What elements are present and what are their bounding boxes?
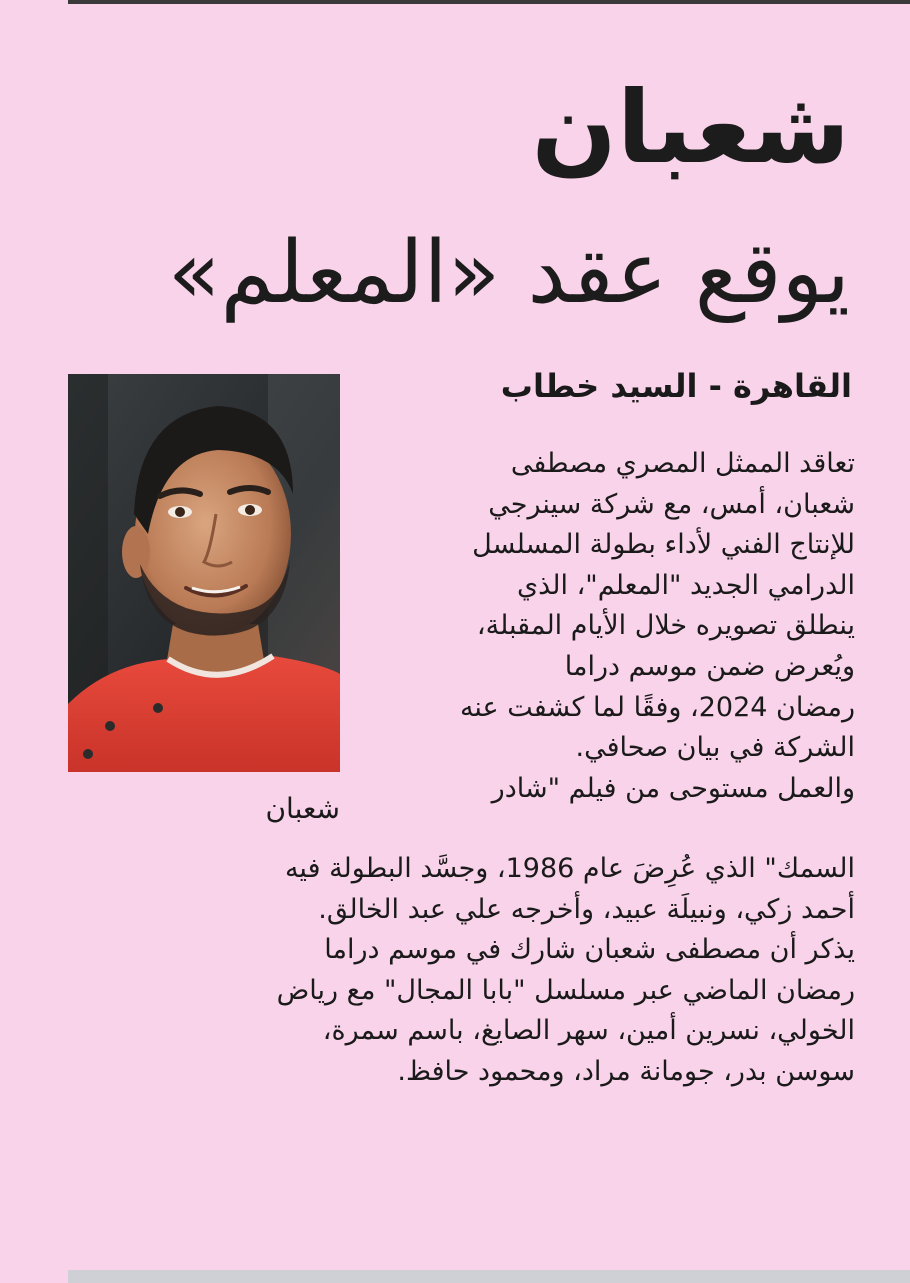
body-line: الدرامي الجديد "المعلم"، الذي — [516, 569, 855, 601]
article-body-narrow-column — [355, 444, 855, 809]
body-line: للإنتاج الفني لأداء بطولة المسلسل — [472, 529, 855, 561]
body-line: ينطلق تصويره خلال الأيام المقبلة، — [476, 610, 855, 642]
body-line: والعمل مستوحى من فيلم "شادر — [491, 772, 855, 804]
photo-caption: شعبان — [265, 792, 340, 825]
top-rule — [68, 0, 910, 4]
portrait-illustration — [68, 374, 340, 772]
body-line: الخولي، نسرين أمين، سهر الصايغ، باسم سمرة، — [322, 1015, 855, 1047]
headline-line-1: شعبان — [531, 69, 850, 186]
body-line: شعبان، أمس، مع شركة سينرجي — [488, 488, 855, 520]
body-line: السمك" الذي عُرِضَ عام 1986، وجسَّد البطولة فيه — [284, 853, 855, 884]
body-line: رمضان الماضي عبر مسلسل "بابا المجال" مع رياض — [276, 974, 855, 1006]
body-line: يذكر أن مصطفى شعبان شارك في موسم دراما — [324, 934, 855, 966]
article-body-wide-column — [95, 849, 855, 1093]
headline-line-2: يوقع عقد «المعلم» — [167, 223, 850, 323]
body-line: سوسن بدر، جومانة مراد، ومحمود حافظ. — [397, 1055, 855, 1087]
byline: القاهرة - السيد خطاب — [500, 367, 852, 405]
body-line: أحمد زكي، ونبيلَة عبيد، وأخرجه علي عبد الخالق. — [318, 893, 855, 925]
portrait-photo — [68, 374, 340, 772]
body-line: رمضان 2024، وفقًا لما كشفت عنه — [459, 691, 855, 723]
body-line: ويُعرض ضمن موسم دراما — [564, 650, 855, 682]
bottom-divider — [68, 1270, 910, 1283]
body-line: تعاقد الممثل المصري مصطفى — [510, 448, 855, 479]
body-line: الشركة في بيان صحافي. — [575, 732, 855, 764]
